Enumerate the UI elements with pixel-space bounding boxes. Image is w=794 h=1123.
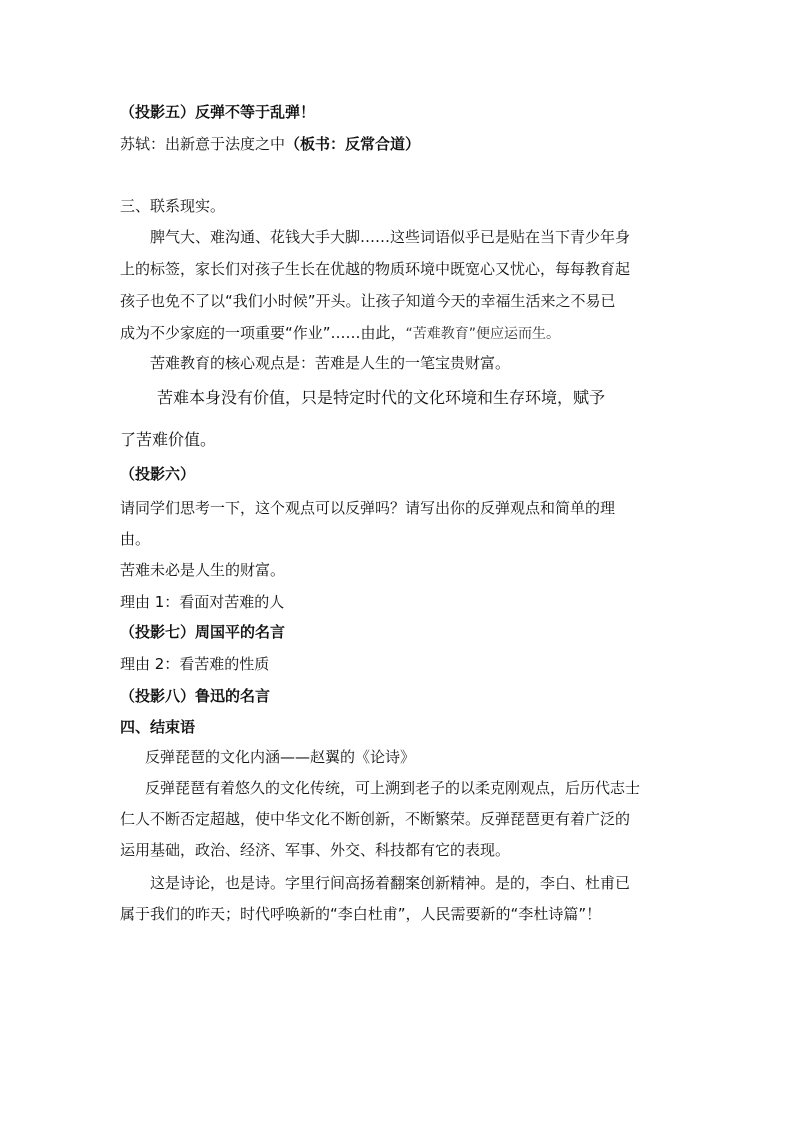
paragraph-line: 上的标签，家长们对孩子生长在优越的物质环境中既宽心又忧心，每每教育起 (120, 260, 631, 278)
section-heading-3: 三、联系现实。 (120, 197, 226, 215)
question-line: 请同学们思考一下，这个观点可以反弹吗？请写出你的反弹观点和简单的理 (120, 499, 616, 517)
su-shi-quote (120, 133, 420, 155)
board-note: （板书：反常合道） (285, 135, 421, 153)
heading-projection-5: （投影五）反弹不等于乱弹！ (120, 103, 316, 121)
reason-2: 理由 2：看苦难的性质 (120, 655, 270, 673)
paragraph-line: 孩子也免不了以“我们小时候”开头。让孩子知道今天的幸福生活来之不易已 (120, 292, 616, 310)
paragraph-line: 仁人不断否定超越，使中华文化不断创新，不断繁荣。反弹琵琶更有着广泛的 (120, 810, 631, 828)
paragraph-text: 成为不少家庭的一项重要“作业”……由此， (120, 324, 406, 342)
quote-text: 苏轼：出新意于法度之中 (120, 135, 286, 153)
paragraph-line: 运用基础，政治、经济、军事、外交、科技都有它的表现。 (120, 841, 511, 859)
paragraph-line: 这是诗论，也是诗。字里行间高扬着翻案创新精神。是的，李白、杜甫已 (150, 874, 631, 892)
paragraph-line: 反弹琵琶有着悠久的文化传统，可上溯到老子的以柔克刚观点，后历代志士 (145, 779, 641, 797)
heading-projection-6: （投影六） (120, 465, 196, 483)
paragraph-line (120, 322, 560, 345)
paragraph-line: 了苦难价值。 (120, 430, 217, 449)
core-viewpoint: 苦难教育的核心观点是：苦难是人生的一笔宝贵财富。 (150, 354, 511, 372)
paragraph-text-small: “苦难教育”便应运而生。 (405, 326, 561, 342)
section-heading-4: 四、结束语 (120, 718, 196, 736)
heading-projection-8: （投影八）鲁迅的名言 (120, 687, 271, 705)
reason-1: 理由 1：看面对苦难的人 (120, 593, 285, 611)
paragraph-line: 属于我们的昨天；时代呼唤新的“李白杜甫”，人民需要新的“李杜诗篇”！ (120, 905, 602, 923)
paragraph-line: 苦难本身没有价值，只是特定时代的文化环境和生存环境，赋予 (157, 388, 606, 407)
paragraph-line: 脾气大、难沟通、花钱大手大脚……这些词语似乎已是贴在当下青少年身 (150, 228, 631, 246)
paragraph-line: 反弹琵琶的文化内涵——赵翼的《论诗》 (145, 748, 416, 766)
question-line: 由。 (120, 530, 151, 548)
heading-projection-7: （投影七）周国平的名言 (120, 623, 286, 641)
counter-viewpoint: 苦难未必是人生的财富。 (120, 561, 286, 579)
